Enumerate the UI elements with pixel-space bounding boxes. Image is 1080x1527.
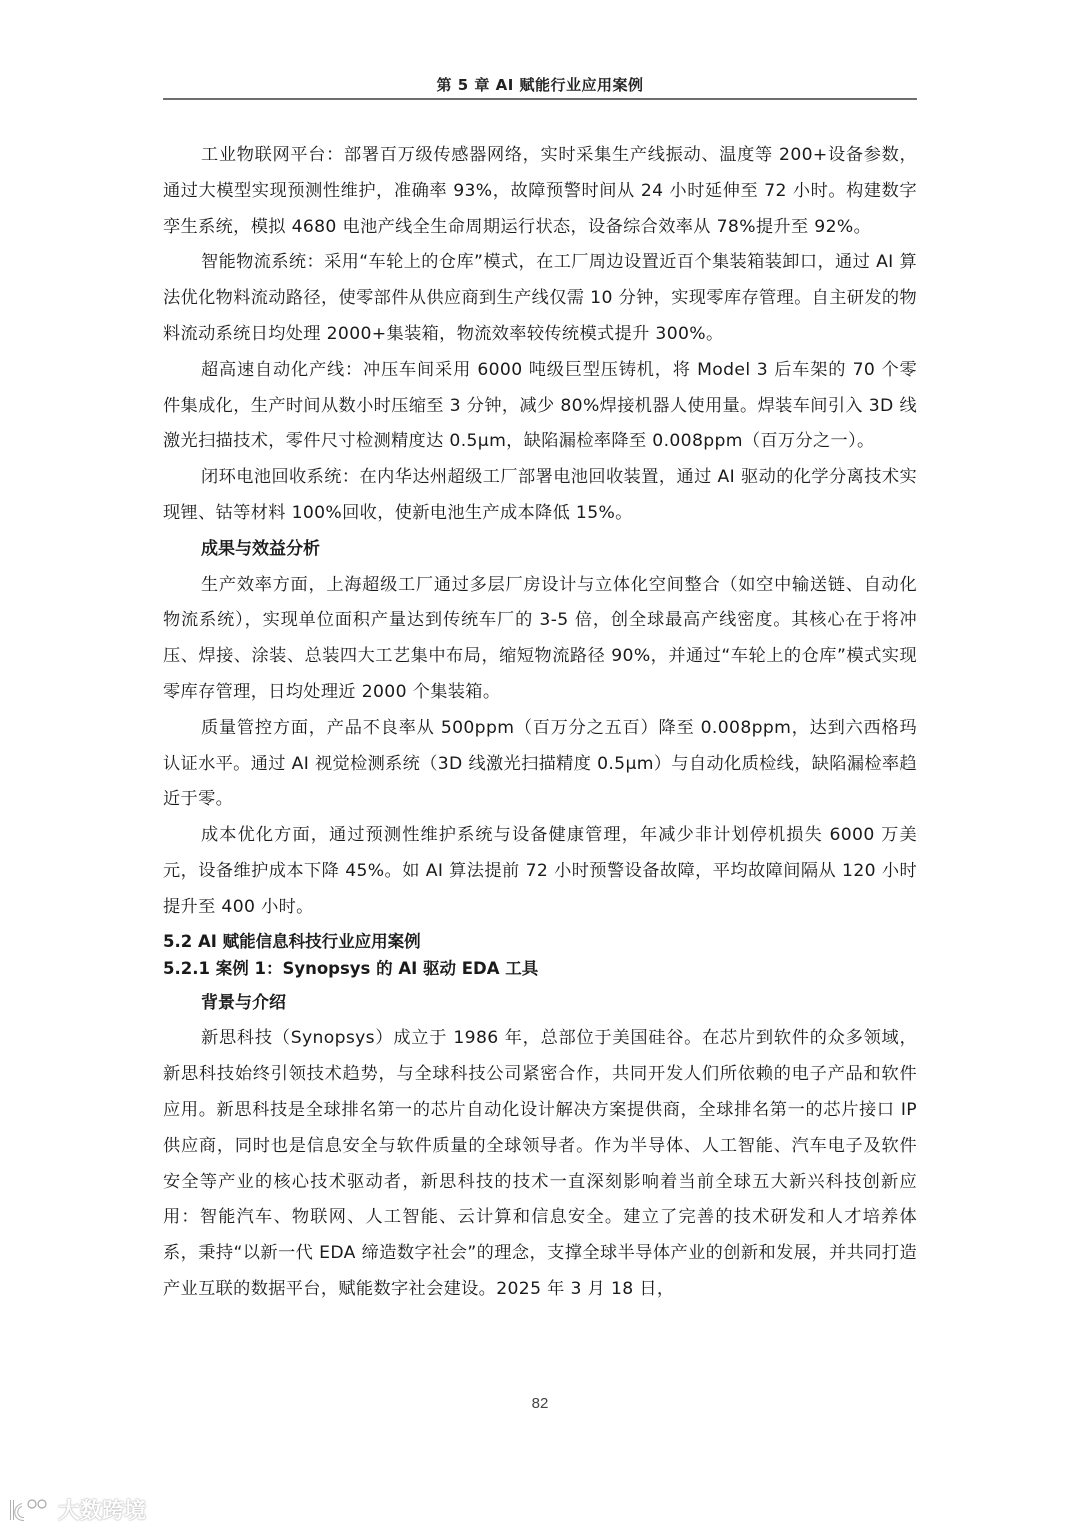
paragraph-battery-recycling: 闭环电池回收系统：在内华达州超级工厂部署电池回收装置，通过 AI 驱动的化学分离技术实现锂、钴等材料 100%回收，使新电池生产成本降低 15%。 bbox=[163, 467, 917, 523]
subhead-results-analysis: 成果与效益分析 bbox=[201, 538, 320, 559]
subsection-title: 5.2.1 案例 1：Synopsys 的 AI 驱动 EDA 工具 bbox=[163, 958, 539, 978]
paragraph-iot-platform: 工业物联网平台：部署百万级传感器网络，实时采集生产线振动、温度等 200+设备参数，通过大模型实现预测性维护，准确率 93%，故障预警时间从 24 小时延伸至 72 小时。构建数字孪生系统，模拟 4680 电池产线全生命周期运行状态，设备综合效率从 78%提升至 92%。 bbox=[163, 145, 917, 237]
paragraph-automation-line: 超高速自动化产线：冲压车间采用 6000 吨级巨型压铸机，将 Model 3 后车架的 70 个零件集成化，生产时间从数小时压缩至 3 分钟，减少 80%焊接机器人使用量。焊装车间引入 3D 线激光扫描技术，零件尺寸检测精度达 0.5μm，缺陷漏检率降至 0.008ppm（百万分之一）。 bbox=[163, 359, 917, 452]
paragraph-quality-control: 质量管控方面，产品不良率从 500ppm（百万分之五百）降至 0.008ppm，达到六西格玛认证水平。通过 AI 视觉检测系统（3D 线激光扫描精度 0.5μm）与自动化质检线，缺陷漏检率趋近于零。 bbox=[163, 717, 917, 810]
paragraph-smart-logistics: 智能物流系统：采用“车轮上的仓库”模式，在工厂周边设置近百个集装箱装卸口，通过 AI 算法优化物料流动路径，使零部件从供应商到生产线仅需 10 分钟，实现零库存管理。自主研发的物料流动系统日均处理 2000+集装箱，物流效率较传统模式提升 300%。 bbox=[163, 252, 917, 344]
section-title: 5.2 AI 赋能信息科技行业应用案例 bbox=[163, 931, 421, 951]
page-number: 82 bbox=[531, 1395, 549, 1412]
paragraph-cost-optimization: 成本优化方面，通过预测性维护系统与设备健康管理，年减少非计划停机损失 6000 万美元，设备维护成本下降 45%。如 AI 算法提前 72 小时预警设备故障，平均故障间隔从 120 小时提升至 400 小时。 bbox=[163, 825, 917, 917]
subhead-background: 背景与介绍 bbox=[201, 992, 286, 1013]
page-body bbox=[163, 138, 917, 1308]
watermark-text: 大数跨境 bbox=[58, 1499, 147, 1524]
watermark bbox=[8, 1494, 146, 1525]
header-divider bbox=[163, 98, 917, 100]
paragraph-production-efficiency: 生产效率方面，上海超级工厂通过多层厂房设计与立体化空间整合（如空中输送链、自动化物流系统），实现单位面积产量达到传统车厂的 3-5 倍，创全球最高产线密度。其核心在于将冲压、焊接、涂装、总装四大工艺集中布局，缩短物流路径 90%，并通过“车轮上的仓库”模式实现零库存管理，日均处理近 2000 个集装箱。 bbox=[163, 574, 917, 702]
paragraph-synopsys-intro: 新思科技（Synopsys）成立于 1986 年，总部位于美国硅谷。在芯片到软件的众多领域，新思科技始终引领技术趋势，与全球科技公司紧密合作，共同开发人们所依赖的电子产品和软件应用。新思科技是全球排名第一的芯片自动化设计解决方案提供商，全球排名第一的芯片接口 IP 供应商，同时也是信息安全与软件质量的全球领导者。作为半导体、人工智能、汽车电子及软件安全等产业的核心技术驱动者，新思科技的技术一直深刻影响着当前全球五大新兴科技创新应用：智能汽车、物联网、人工智能、云计算和信息安全。建立了完善的技术研发和人才培养体系，秉持“以新一代 EDA 缔造数字社会”的理念，支撑全球半导体产业的创新和发展，并共同打造产业互联的数据平台，赋能数字社会建设。2025 年 3 月 18 日， bbox=[163, 1028, 917, 1299]
k100-logo-icon bbox=[8, 1497, 52, 1523]
chapter-header: 第 5 章 AI 赋能行业应用案例 bbox=[436, 76, 644, 94]
